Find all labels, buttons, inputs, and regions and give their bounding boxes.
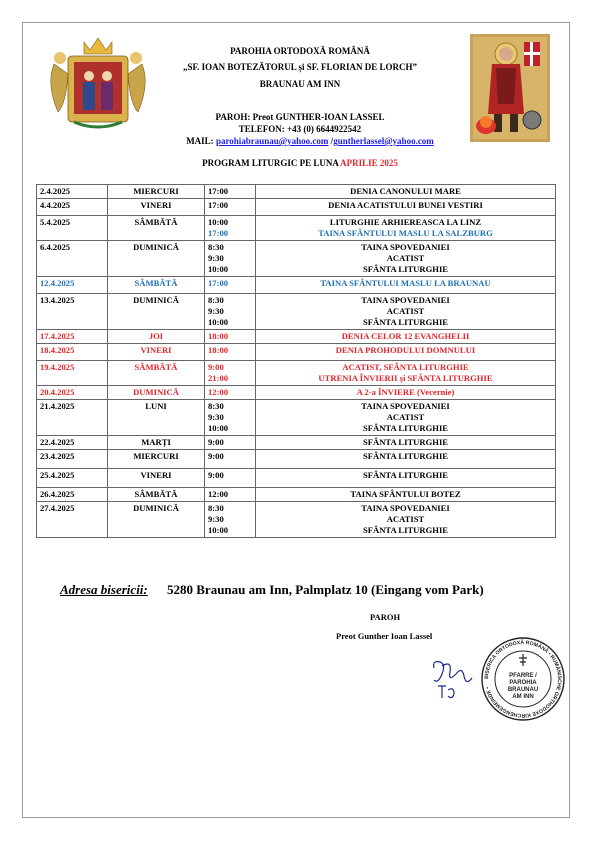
schedule-service: SFÂNTA LITURGHIE [362, 423, 449, 433]
mail-line [150, 136, 470, 146]
schedule-row [37, 199, 556, 216]
email-link-priest[interactable]: guntherlassel@yahoo.com [333, 136, 434, 146]
schedule-row [37, 469, 556, 488]
schedule-date: 26.4.2025 [37, 488, 108, 502]
schedule-date: 5.4.2025 [37, 216, 108, 241]
seal-line-4: AM INN [512, 694, 534, 700]
schedule-times [205, 400, 256, 436]
schedule-time: 9:00 [208, 470, 224, 480]
schedule-times [205, 450, 256, 469]
schedule-time: 17:00 [208, 228, 229, 238]
schedule-row [37, 277, 556, 294]
schedule-date: 6.4.2025 [37, 241, 108, 277]
schedule-row [37, 400, 556, 436]
schedule-time: 9:30 [208, 514, 224, 524]
schedule-row [37, 386, 556, 400]
schedule-date: 25.4.2025 [37, 469, 108, 488]
schedule-row [37, 294, 556, 330]
schedule-service: TAINA SPOVEDANIEI [361, 242, 450, 252]
schedule-service: A 2-a ÎNVIERE (Vecernie) [356, 387, 455, 397]
schedule-service: SFÂNTA LITURGHIE [362, 525, 449, 535]
schedule-date: 21.4.2025 [37, 400, 108, 436]
address-label: Adresa bisericii: [60, 582, 148, 597]
priest-line: PAROH: Preot GUNTHER-IOAN LASSEL [215, 112, 385, 122]
schedule-day: MIERCURI [108, 185, 205, 199]
schedule-times [205, 488, 256, 502]
schedule-row [37, 241, 556, 277]
schedule-time: 12:00 [208, 387, 229, 397]
schedule-times [205, 330, 256, 344]
seal-line-3: BRAUNAU [507, 687, 539, 693]
liturgical-schedule-table [36, 184, 556, 538]
schedule-service: TAINA SFÂNTULUI MASLU LA SALZBURG [318, 228, 493, 238]
schedule-service: DENIA CELOR 12 EVANGHELII [341, 331, 470, 341]
schedule-time: 18:00 [208, 331, 229, 341]
schedule-services [256, 450, 556, 469]
schedule-date: 23.4.2025 [37, 450, 108, 469]
schedule-service: LITURGHIE ARHIEREASCA LA LINZ [329, 217, 482, 227]
schedule-services [256, 216, 556, 241]
schedule-service: ACATIST, SFÂNTA LITURGHIE [342, 362, 469, 372]
schedule-service: ACATIST [386, 253, 425, 263]
schedule-service: ACATIST [386, 412, 425, 422]
schedule-day: SÂMBĂTĂ [108, 216, 205, 241]
schedule-times [205, 502, 256, 538]
schedule-services [256, 488, 556, 502]
schedule-times [205, 344, 256, 361]
email-separator: / [328, 136, 334, 146]
schedule-time: 9:30 [208, 253, 224, 263]
schedule-service: TAINA SFÂNTULUI BOTEZ [350, 489, 461, 499]
schedule-day: SÂMBĂTĂ [108, 361, 205, 386]
schedule-times [205, 241, 256, 277]
program-title-month: APRILIE 2025 [340, 158, 398, 168]
schedule-times [205, 386, 256, 400]
schedule-times [205, 199, 256, 216]
schedule-service: SFÂNTA LITURGHIE [362, 317, 449, 327]
schedule-row [37, 344, 556, 361]
footer-priest-name: Preot Gunther Ioan Lassel [336, 631, 433, 641]
schedule-date: 18.4.2025 [37, 344, 108, 361]
schedule-row [37, 436, 556, 450]
schedule-row [37, 185, 556, 199]
schedule-time: 18:00 [208, 345, 229, 355]
schedule-row [37, 361, 556, 386]
schedule-date: 13.4.2025 [37, 294, 108, 330]
schedule-time: 9:00 [208, 451, 224, 461]
schedule-row [37, 488, 556, 502]
schedule-time: 9:00 [208, 362, 224, 372]
saint-florian-icon-image [470, 34, 550, 142]
schedule-services [256, 330, 556, 344]
schedule-service: DENIA PROHODULUI DOMNULUI [335, 345, 476, 355]
schedule-day: JOI [108, 330, 205, 344]
schedule-date: 19.4.2025 [37, 361, 108, 386]
schedule-service: SFÂNTA LITURGHIE [362, 451, 449, 461]
schedule-date: 22.4.2025 [37, 436, 108, 450]
schedule-services [256, 241, 556, 277]
schedule-time: 10:00 [208, 217, 229, 227]
program-title-prefix: PROGRAM LITURGIC PE LUNA [202, 158, 341, 168]
schedule-times [205, 436, 256, 450]
schedule-day: SÂMBĂTĂ [108, 488, 205, 502]
schedule-service: ACATIST [386, 306, 425, 316]
schedule-time: 10:00 [208, 264, 229, 274]
schedule-day: LUNI [108, 400, 205, 436]
schedule-row [37, 450, 556, 469]
seal-ring-text: BISERICA ORTODOXĂ ROMÂNĂ • RUMÄNISCHE ORTHODOXE KIRCHENGEMEINDE • [483, 639, 563, 719]
schedule-services [256, 436, 556, 450]
schedule-date: 4.4.2025 [37, 199, 108, 216]
schedule-date: 12.4.2025 [37, 277, 108, 294]
schedule-times [205, 469, 256, 488]
schedule-date: 17.4.2025 [37, 330, 108, 344]
schedule-day: DUMINICĂ [108, 294, 205, 330]
schedule-services [256, 294, 556, 330]
schedule-day: DUMINICĂ [108, 241, 205, 277]
email-link-parish[interactable]: parohiabraunau@yahoo.com [215, 136, 329, 146]
seal-line-1: PFARRE / [509, 673, 537, 679]
schedule-day: VINERI [108, 344, 205, 361]
schedule-time: 17:00 [208, 278, 229, 288]
parish-patrons: „SF. IOAN BOTEZĂTORUL și SF. FLORIAN DE LORCH” [183, 62, 417, 72]
schedule-time: 17:00 [208, 186, 229, 196]
schedule-services [256, 185, 556, 199]
schedule-service: SFÂNTA LITURGHIE [362, 470, 449, 480]
footer-title: PAROH [370, 612, 401, 622]
schedule-times [205, 216, 256, 241]
schedule-date: 20.4.2025 [37, 386, 108, 400]
schedule-day: MIERCURI [108, 450, 205, 469]
parish-city: BRAUNAU AM INN [259, 79, 341, 89]
schedule-time: 9:30 [208, 306, 224, 316]
schedule-services [256, 277, 556, 294]
schedule-date: 2.4.2025 [37, 185, 108, 199]
schedule-service: DENIA CANONULUI MARE [350, 186, 461, 196]
schedule-services [256, 361, 556, 386]
parish-name: PAROHIA ORTODOXĂ ROMÂNĂ [230, 46, 370, 56]
schedule-service: UTRENIA ÎNVIERII și SFÂNTA LITURGHIE [318, 373, 493, 383]
schedule-service: SFÂNTA LITURGHIE [362, 437, 449, 447]
schedule-day: VINERI [108, 469, 205, 488]
schedule-service: TAINA SPOVEDANIEI [361, 401, 450, 411]
schedule-times [205, 277, 256, 294]
phone-line: TELEFON: +43 (0) 6644922542 [238, 124, 362, 134]
schedule-time: 9:00 [208, 437, 224, 447]
schedule-time: 8:30 [208, 401, 224, 411]
schedule-service: TAINA SPOVEDANIEI [361, 295, 450, 305]
schedule-services [256, 386, 556, 400]
schedule-times [205, 294, 256, 330]
schedule-day: MARȚI [108, 436, 205, 450]
schedule-time: 10:00 [208, 525, 229, 535]
handwritten-signature [428, 656, 478, 700]
schedule-time: 10:00 [208, 317, 229, 327]
schedule-service: TAINA SPOVEDANIEI [361, 503, 450, 513]
schedule-time: 17:00 [208, 200, 229, 210]
schedule-time: 21:00 [208, 373, 229, 383]
schedule-day: DUMINICĂ [108, 386, 205, 400]
schedule-time: 8:30 [208, 295, 224, 305]
schedule-time: 9:30 [208, 412, 224, 422]
schedule-services [256, 469, 556, 488]
coat-of-arms-image [44, 34, 152, 132]
schedule-date: 27.4.2025 [37, 502, 108, 538]
schedule-day: SÂMBĂTĂ [108, 277, 205, 294]
schedule-day: DUMINICĂ [108, 502, 205, 538]
schedule-row [37, 502, 556, 538]
schedule-services [256, 199, 556, 216]
schedule-row [37, 216, 556, 241]
schedule-service: TAINA SFÂNTULUI MASLU LA BRAUNAU [320, 278, 491, 288]
schedule-day: VINERI [108, 199, 205, 216]
schedule-row [37, 330, 556, 344]
schedule-time: 10:00 [208, 423, 229, 433]
church-address [60, 582, 484, 598]
mail-label: MAIL: [186, 136, 214, 146]
schedule-services [256, 344, 556, 361]
parish-seal-stamp [480, 636, 566, 722]
schedule-time: 8:30 [208, 503, 224, 513]
schedule-time: 8:30 [208, 242, 224, 252]
schedule-times [205, 361, 256, 386]
program-title [150, 158, 450, 168]
schedule-service: DENIA ACATISTULUI BUNEI VESTIRI [328, 200, 483, 210]
schedule-service: ACATIST [386, 514, 425, 524]
seal-line-2: PAROHIA [509, 680, 537, 686]
schedule-services [256, 400, 556, 436]
schedule-services [256, 502, 556, 538]
schedule-service: SFÂNTA LITURGHIE [362, 264, 449, 274]
address-value: 5280 Braunau am Inn, Palmplatz 10 (Eingang vom Park) [167, 582, 484, 597]
schedule-times [205, 185, 256, 199]
schedule-time: 12:00 [208, 489, 229, 499]
